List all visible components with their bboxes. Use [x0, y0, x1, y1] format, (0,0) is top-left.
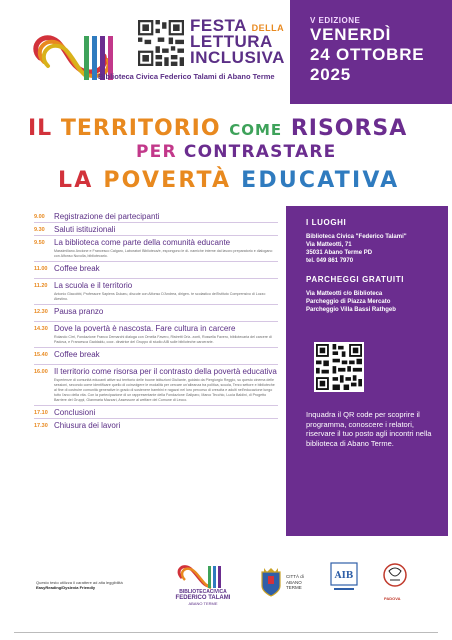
program-time: 11.00	[34, 266, 48, 272]
program-title: Dove la povertà è nascosta. Fare cultura in carcere	[54, 324, 236, 333]
main-title	[28, 116, 428, 194]
program-item	[34, 278, 278, 304]
parcheggi-heading: PARCHEGGI GRATUITI	[306, 275, 405, 284]
comune-label	[286, 574, 304, 591]
program-time: 14.30	[34, 326, 48, 332]
program-title: Il territorio come risorsa per il contrasto della povertà educativa	[54, 367, 277, 376]
program-time: 9.30	[34, 227, 45, 233]
della-word: DELLA	[251, 23, 285, 33]
title-la: LA	[58, 168, 94, 193]
program-title: Coffee break	[54, 350, 100, 359]
aib-logo-text: AIB	[334, 571, 354, 581]
luoghi-heading: I LUOGHI	[306, 218, 347, 227]
program-title: La scuola e il territorio	[54, 281, 133, 290]
program-list	[34, 210, 278, 431]
luoghi-line: 35031 Abano Terme PD	[306, 250, 373, 256]
padova-label: PADOVA	[384, 596, 401, 601]
program-item	[34, 261, 278, 274]
comune-line: ABANO	[286, 579, 302, 585]
font-note	[36, 580, 166, 590]
program-item	[34, 321, 278, 347]
lettura-word: LETTURA	[190, 32, 273, 51]
library-logo-line: ABANO TERME	[188, 601, 218, 606]
program-item	[34, 405, 278, 418]
program-title: Chiusura dei lavori	[54, 421, 121, 430]
bottom-divider	[14, 632, 438, 633]
program-time: 17.30	[34, 423, 48, 429]
program-item	[34, 222, 278, 235]
qr-code-icon[interactable]	[314, 342, 364, 392]
program-desc: Antonio Giacobbi, Professore Sapiens Dukaru, discute con Alfonso D'Andrea, dirigen- te scolastico dell'Istituto Comprensivo di Lozzo Atestino.	[54, 292, 266, 301]
event-day: VENERDÌ	[310, 25, 392, 44]
date-panel	[290, 0, 452, 104]
program-time: 9.50	[34, 240, 45, 246]
library-logo-line: BIBLIOTECACIVICA	[179, 589, 227, 595]
luoghi-line: Via Matteotti, 71	[306, 242, 352, 248]
festa-logo-icon	[22, 22, 132, 92]
comune-line: TERME	[286, 585, 302, 590]
comune-line: CITTÀ di	[286, 574, 304, 579]
title-risorsa: RISORSA	[290, 116, 408, 141]
program-desc: Esperienze di comunità educanti attive sul territorio delle buone istituzioni Giuliante, guidato da Piergiorgio Reggio, su questo cinema delle sessioni, secondo come identificare quello di coinvolgere le modalità per cercare un'alleanza tra politica, scuola, Terzo settore e biblioteche al fine di costruire comunità generative in grado di sostenere bambini e ragazzi nel loro percorso di crescita e adulti nell'educazione lungo tutto l'arco della vita. Con la partecipazione di un rappresentante della Fondazione Galiparo, Marco Tecchio, Lucia Baldini, di Progetto Barriere dei Gruppi, Gianmaria Mazzari, Assessore al welfare del Comune di Lecco.	[54, 378, 275, 402]
parcheggi-line: Parcheggio Villa Bassi Rathgeb	[306, 307, 396, 313]
title-come: COME	[229, 121, 283, 139]
program-title: La biblioteca come parte della comunità educante	[54, 238, 231, 247]
program-item	[34, 347, 278, 360]
event-date: 24 OTTOBRE	[310, 45, 425, 64]
program-title: Registrazione dei partecipanti	[54, 212, 160, 221]
font-note-text: Questo testo utilizza il carattere ad alta leggibilità	[36, 580, 123, 585]
program-time: 15.40	[34, 352, 48, 358]
program-time: 9.00	[34, 214, 45, 220]
title-poverta: POVERTÀ	[103, 168, 232, 193]
program-title: Coffee break	[54, 264, 100, 273]
library-logo-text	[170, 590, 236, 607]
title-per: PER	[136, 142, 177, 162]
program-desc: Rolando Cirri, Fondazione Franco Demarchi dialoga con Ornella Favero, Ristretti Oriz- zonti, Rossella Favero, bibliotecaria del carcere di Padova, e Francesca Gaddaldu, coor- dinatrice del Gruppo di studio AIB sulle biblioteche carcerarie.	[54, 335, 272, 344]
qr-code-small-icon[interactable]	[138, 20, 184, 66]
aib-logo-icon	[330, 562, 358, 594]
event-year: 2025	[310, 65, 352, 84]
edition-label: V EDIZIONE	[310, 16, 361, 25]
luoghi-line: Biblioteca Civica "Federico Talami"	[306, 234, 407, 240]
program-time: 17.10	[34, 410, 48, 416]
festa-word: FESTA	[190, 16, 247, 35]
program-title: Conclusioni	[54, 408, 96, 417]
program-desc: Massimiliano Ancione e Francesco Calgaro, Laboratori Biblioteca/e, espongono le di- namiche interne dal lavoro preparatorio e dialogano con Alfonso Nuvolla, bibliotecario.	[54, 249, 273, 258]
program-item	[34, 418, 278, 431]
library-logo-line: FEDERICO TALAMI	[175, 594, 231, 601]
program-item	[34, 364, 278, 405]
program-title: Saluti istituzionali	[54, 225, 116, 234]
program-time: 11.20	[34, 283, 48, 289]
program-time: 12.30	[34, 309, 48, 315]
library-line: Biblioteca Civica Federico Talami di Abano Terme	[98, 72, 275, 81]
program-title: Pausa pranzo	[54, 307, 104, 316]
title-educativa: EDUCATIVA	[241, 168, 400, 193]
parcheggi-line: Via Matteotti c/o Biblioteca	[306, 291, 383, 297]
font-note-font: EasyReading/Dyslexia Friendly	[36, 585, 96, 590]
inclusiva-word: INCLUSIVA	[190, 48, 285, 67]
padova-logo-icon	[382, 562, 408, 594]
title-il: IL	[28, 116, 53, 141]
festa-title	[190, 18, 285, 66]
phone-link[interactable]: tel. 049 861 7970	[306, 258, 354, 264]
title-territorio: TERRITORIO	[60, 116, 221, 141]
qr-instructions: Inquadra il QR code per scoprire il programma, conoscere i relatori, riservare il tuo posto agli incontri nella biblioteca di Abano Terme.	[306, 410, 432, 448]
program-item	[34, 304, 278, 317]
info-panel	[286, 206, 448, 536]
parcheggi-line: Parcheggio di Piazza Mercato	[306, 299, 391, 305]
program-item	[34, 210, 278, 222]
title-contrastare: CONTRASTARE	[183, 142, 337, 162]
program-item	[34, 235, 278, 261]
program-time: 16.00	[34, 369, 48, 375]
